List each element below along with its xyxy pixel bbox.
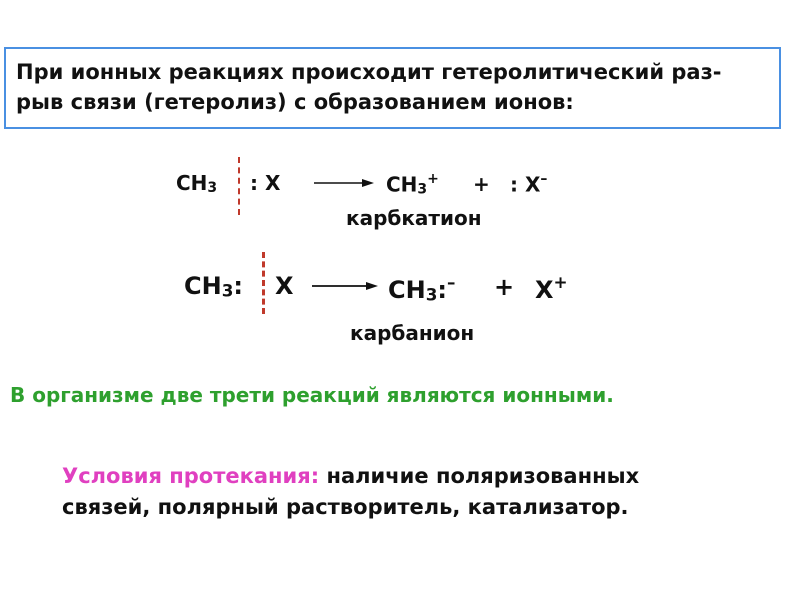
conditions-text-1: наличие поляризованных <box>319 464 640 488</box>
r1-plus: + <box>473 172 490 196</box>
r1-reactant-left <box>176 171 217 196</box>
r2-plus: + <box>494 273 515 301</box>
r1-reactant-right: : X <box>250 171 281 195</box>
intro-text <box>16 57 776 117</box>
r2-p2-charge: + <box>553 272 568 292</box>
r1-label-carbocation: карбкатион <box>346 206 482 230</box>
r1-product-anion <box>510 171 547 196</box>
r2-ch-sub: 3 <box>221 280 234 301</box>
r2-reactant-right: X <box>275 272 294 300</box>
r1-arrow-icon <box>314 175 374 191</box>
r1-bond-split-line <box>238 157 240 215</box>
intro-box <box>4 47 781 129</box>
r2-p1-colon: : <box>437 276 447 305</box>
r2-p2-text: X <box>535 276 554 305</box>
r2-product-carbanion <box>388 272 455 305</box>
r2-p1-text: CH <box>388 276 426 305</box>
r2-ch-text: CH <box>184 272 222 300</box>
r1-p2-text: : X <box>510 172 541 197</box>
r1-product-carbocation <box>386 171 439 197</box>
statement-text: В организме две трети реакций являются ионными. <box>10 383 614 407</box>
r2-p1-sub: 3 <box>425 284 438 305</box>
conditions-block <box>62 461 762 523</box>
r2-bond-split-line <box>262 252 265 314</box>
r2-p1-charge: – <box>447 272 456 292</box>
r1-ch-sub: 3 <box>207 180 218 197</box>
r1-p2-charge: – <box>540 171 548 187</box>
r1-p1-charge: + <box>427 171 439 187</box>
r1-ch-text: CH <box>176 171 208 195</box>
r1-p1-text: CH <box>386 172 418 197</box>
conditions-line-1 <box>62 461 762 492</box>
r2-product-cation <box>535 272 568 304</box>
r1-p1-sub: 3 <box>417 181 428 198</box>
r2-arrow-icon <box>312 278 378 294</box>
r2-colon: : <box>233 272 243 300</box>
conditions-label: Условия протекания: <box>62 464 320 488</box>
intro-line-2: рыв связи (гетеролиз) с образованием ионов: <box>16 90 574 114</box>
intro-line-1: При ионных реакциях происходит гетеролитический раз- <box>16 60 722 84</box>
conditions-line-2: связей, полярный растворитель, катализатор. <box>62 495 629 519</box>
r2-reactant-left <box>184 272 243 301</box>
r2-label-carbanion: карбанион <box>350 321 475 345</box>
